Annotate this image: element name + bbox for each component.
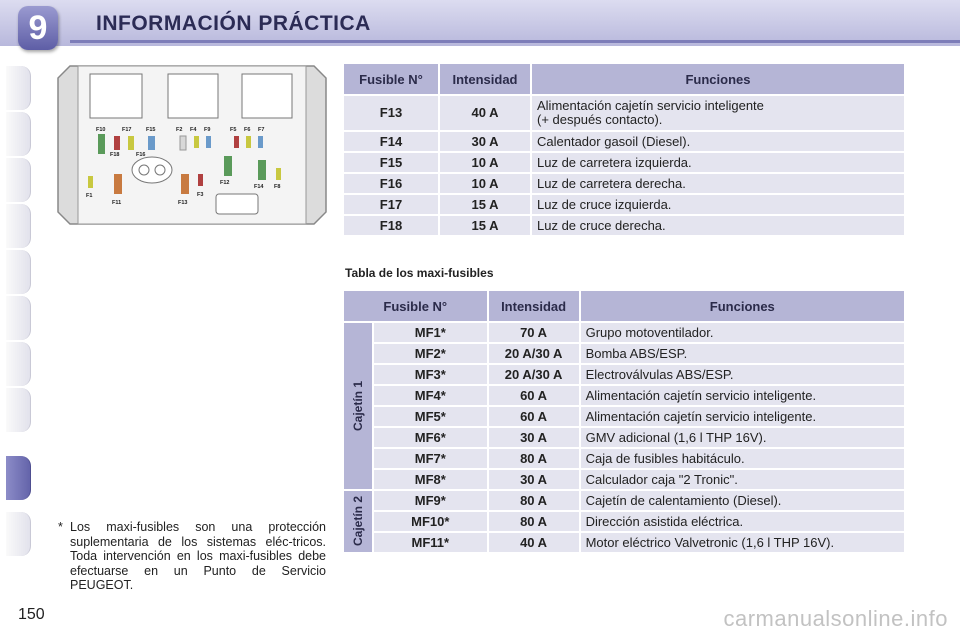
fuse-label: F17 (122, 127, 132, 133)
group-label: Cajetín 1 (351, 380, 365, 431)
table-row (344, 153, 904, 172)
fuse-function: Luz de carretera derecha. (532, 174, 904, 193)
fuse-number: MF9* (374, 491, 487, 510)
fuse-box-diagram (56, 64, 328, 226)
table-row (344, 365, 904, 384)
fuse-label: F7 (258, 127, 265, 133)
fuse-amperage: 30 A (489, 428, 579, 447)
fuse-number: F13 (344, 96, 438, 130)
fuse-function: Luz de cruce izquierda. (532, 195, 904, 214)
chapter-tab[interactable] (6, 250, 31, 294)
fuse-function: Luz de carretera izquierda. (532, 153, 904, 172)
fuse-number: MF11* (374, 533, 487, 552)
maxi-fuse-table-caption: Tabla de los maxi-fusibles (345, 266, 494, 280)
fuse-label: F12 (220, 180, 230, 186)
fuse-label: F5 (230, 127, 237, 133)
fuse-label: F2 (176, 127, 183, 133)
footnote-marker: * (58, 520, 63, 534)
fuse-table (342, 62, 906, 237)
chapter-tab[interactable] (6, 388, 31, 432)
table-row (344, 470, 904, 489)
fuse (276, 168, 281, 180)
fuse-label: F15 (146, 127, 156, 133)
fuse (194, 136, 199, 148)
table-row (344, 216, 904, 235)
fuse (98, 134, 105, 154)
fuse-function: Grupo motoventilador. (581, 323, 904, 342)
fuse-amperage: 20 A/30 A (489, 344, 579, 363)
fuse (114, 174, 122, 194)
fuse-number: MF1* (374, 323, 487, 342)
table-row (344, 174, 904, 193)
fuse-function: Caja de fusibles habitáculo. (581, 449, 904, 468)
table-row (344, 344, 904, 363)
fuse-number: MF2* (374, 344, 487, 363)
fuse-amperage: 80 A (489, 512, 579, 531)
fuse-function: Calentador gasoil (Diesel). (532, 132, 904, 151)
fuse-number: MF8* (374, 470, 487, 489)
fuse-label: F11 (112, 200, 122, 206)
table-row (344, 386, 904, 405)
fuse-label: F10 (96, 127, 106, 133)
fuse-number: MF3* (374, 365, 487, 384)
fuse-function (532, 96, 904, 130)
fuse-function: Alimentación cajetín servicio inteligente. (581, 386, 904, 405)
fuse-box-clip-hole (139, 165, 149, 175)
fuse-number: F15 (344, 153, 438, 172)
fuse-amperage: 30 A (440, 132, 530, 151)
fuse-number: F14 (344, 132, 438, 151)
fuse-amperage: 15 A (440, 195, 530, 214)
fuse (114, 136, 120, 150)
fuse-function-line: (+ después contacto). (537, 112, 663, 127)
group-label-cell (344, 323, 372, 489)
column-header: Intensidad (440, 64, 530, 94)
fuse-label: F18 (110, 152, 120, 158)
column-header: Funciones (532, 64, 904, 94)
footnote (58, 520, 326, 593)
fuse-amperage: 10 A (440, 153, 530, 172)
fuse-amperage: 30 A (489, 470, 579, 489)
group-label-cell (344, 491, 372, 552)
fuse (246, 136, 251, 148)
fuse-amperage: 40 A (440, 96, 530, 130)
fuse-number: MF4* (374, 386, 487, 405)
fuse-number: MF5* (374, 407, 487, 426)
fuse-label: F16 (136, 152, 146, 158)
fuse (198, 174, 203, 186)
fuse-number: MF6* (374, 428, 487, 447)
table-row (344, 428, 904, 447)
fuse-number: F17 (344, 195, 438, 214)
fuse-box-connector (216, 194, 258, 214)
fuse (206, 136, 211, 148)
column-header: Funciones (581, 291, 904, 321)
table-row (344, 132, 904, 151)
table-header-row (344, 291, 904, 321)
fuse-label: F14 (254, 184, 264, 190)
fuse-function: Electroválvulas ABS/ESP. (581, 365, 904, 384)
chapter-tab[interactable] (6, 204, 31, 248)
fuse (181, 174, 189, 194)
fuse (258, 160, 266, 180)
header-rule (70, 40, 960, 43)
fuse-label: F6 (244, 127, 251, 133)
chapter-tabs (0, 66, 32, 576)
fuse-number: MF7* (374, 449, 487, 468)
fuse-function: Motor eléctrico Valvetronic (1,6 l THP 16V). (581, 533, 904, 552)
fuse (258, 136, 263, 148)
chapter-tab[interactable] (6, 158, 31, 202)
fuse-box-clip (132, 157, 172, 183)
fuse-label: F8 (274, 184, 281, 190)
page-title: INFORMACIÓN PRÁCTICA (96, 12, 371, 35)
fuse-amperage: 15 A (440, 216, 530, 235)
table-row (344, 323, 904, 342)
fuse-number: F18 (344, 216, 438, 235)
table-row (344, 96, 904, 130)
fuse-amperage: 60 A (489, 407, 579, 426)
relay-slot (242, 74, 292, 118)
fuse (180, 136, 186, 150)
chapter-badge[interactable]: 9 (18, 6, 58, 50)
fuse-amperage: 10 A (440, 174, 530, 193)
fuse-function: Luz de cruce derecha. (532, 216, 904, 235)
column-header: Fusible N° (344, 291, 487, 321)
fuse (234, 136, 239, 148)
relay-slot (90, 74, 142, 118)
chapter-tab[interactable] (6, 66, 31, 110)
fuse-function: Dirección asistida eléctrica. (581, 512, 904, 531)
table-row (344, 491, 904, 510)
fuse-function: Cajetín de calentamiento (Diesel). (581, 491, 904, 510)
fuse-box-clip-hole (155, 165, 165, 175)
fuse-amperage: 70 A (489, 323, 579, 342)
footnote-text: Los maxi-fusibles son una protección suplementaria de los sistemas eléc-tricos. Toda intervención en los maxi-fusibles debe efectuarse en un Punto de Servicio PEUGEOT. (70, 520, 326, 592)
fuse-amperage: 60 A (489, 386, 579, 405)
table-row (344, 512, 904, 531)
chapter-tab[interactable] (6, 512, 31, 556)
fuse-number: F16 (344, 174, 438, 193)
table-row (344, 449, 904, 468)
fuse-amperage: 40 A (489, 533, 579, 552)
table-row (344, 533, 904, 552)
fuse-function: Calculador caja "2 Tronic". (581, 470, 904, 489)
fuse (148, 136, 155, 150)
fuse-label: F9 (204, 127, 211, 133)
maxi-fuse-table (342, 289, 906, 554)
column-header: Intensidad (489, 291, 579, 321)
fuse-label: F13 (178, 200, 188, 206)
fuse-amperage: 80 A (489, 449, 579, 468)
chapter-tab[interactable] (6, 342, 31, 386)
group-label: Cajetín 2 (351, 496, 365, 547)
column-header: Fusible N° (344, 64, 438, 94)
fuse (224, 156, 232, 176)
fuse-function: Alimentación cajetín servicio inteligente. (581, 407, 904, 426)
fuse-function: Bomba ABS/ESP. (581, 344, 904, 363)
fuse-number: MF10* (374, 512, 487, 531)
table-row (344, 407, 904, 426)
fuse-label: F1 (86, 193, 93, 199)
page-number: 150 (18, 606, 45, 623)
relay-slot (168, 74, 218, 118)
watermark: carmanualsonline.info (723, 606, 948, 631)
table-row (344, 195, 904, 214)
chapter-tab[interactable] (6, 112, 31, 156)
fuse-amperage: 20 A/30 A (489, 365, 579, 384)
fuse-function: GMV adicional (1,6 l THP 16V). (581, 428, 904, 447)
table-header-row (344, 64, 904, 94)
fuse-label: F3 (197, 192, 204, 198)
fuse-label: F4 (190, 127, 197, 133)
fuse-amperage: 80 A (489, 491, 579, 510)
fuse (88, 176, 93, 188)
fuse (128, 136, 134, 150)
chapter-tab[interactable] (6, 296, 31, 340)
chapter-tab-active[interactable] (6, 456, 31, 500)
fuse-function-line: Alimentación cajetín servicio inteligente (537, 98, 764, 113)
